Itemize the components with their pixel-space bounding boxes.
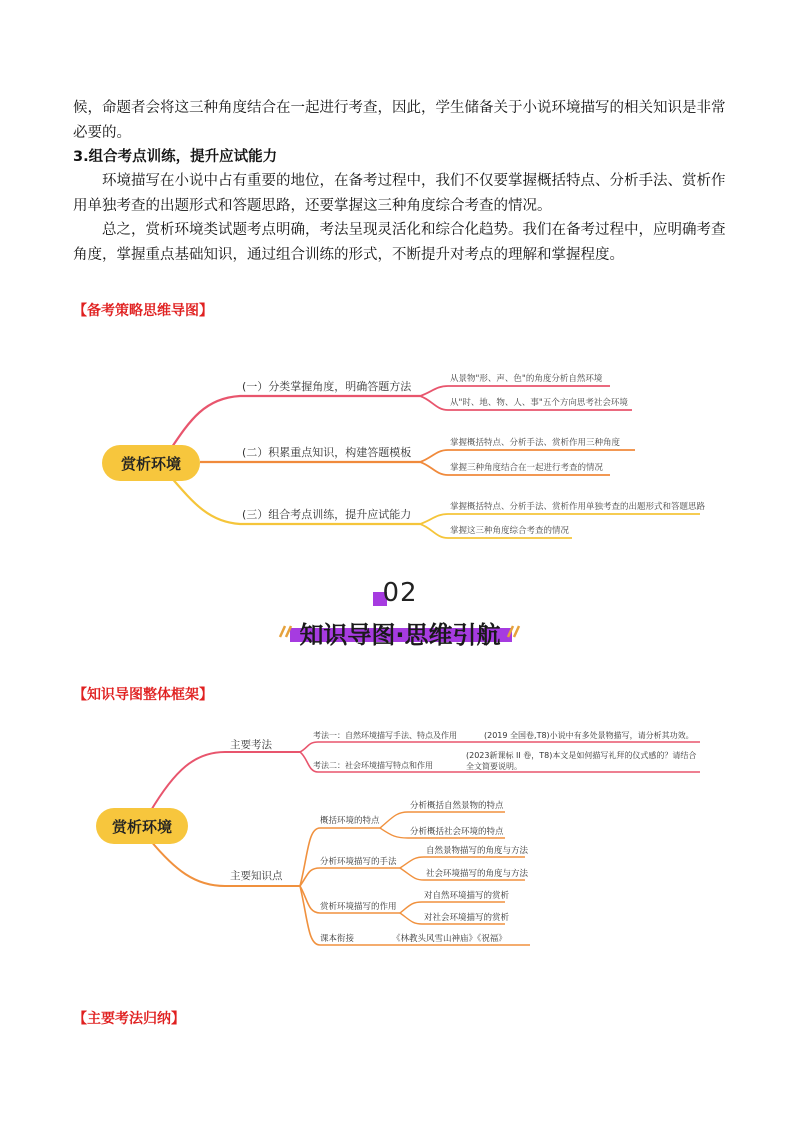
map2-k3-leaf-1-line <box>400 902 505 913</box>
map2-k2-leaf-1: 自然景物描写的角度与方法 <box>426 846 529 856</box>
map2-method-2-example-line2: 全文简要说明。 <box>466 762 522 771</box>
framework-label: 【知识导图整体框架】 <box>73 687 213 703</box>
banner-title: 知识导图·思维引航 <box>299 621 501 649</box>
map2-k1-leaf-2: 分析概括社会环境的特点 <box>410 827 504 837</box>
branch-1-label: (一）分类掌握角度，明确答题方法 <box>242 380 412 393</box>
banner-number: 02 <box>382 578 418 608</box>
map2-k1-label: 概括环境的特点 <box>320 816 380 826</box>
center-node-2-label: 赏析环境 <box>111 818 173 836</box>
leaf-1-2-label: 从"时、地、物、人、事"五个方向思考社会环境 <box>450 398 628 408</box>
leaf-2-2-label: 掌握三种角度结合在一起进行考查的情况 <box>450 463 604 473</box>
branch-3-label: (三）组合考点训练，提升应试能力 <box>242 508 412 521</box>
leaf-line-2-1 <box>420 450 635 462</box>
leaf-3-2-label: 掌握这三种角度综合考查的情况 <box>450 526 570 536</box>
map2-methods-label: 主要考法 <box>230 739 272 751</box>
leaf-1-1-label: 从景物"形、声、色"的角度分析自然环境 <box>450 374 603 384</box>
map2-method-1-label: 考法一：自然环境描写手法、特点及作用 <box>313 731 457 740</box>
intro-paragraph-3: 总之，赏析环境类试题考点明确，考法呈现灵活化和综合化趋势。我们在备考过程中，应明确考查角度，掌握重点基础知识，通过组合训练的形式，不断提升对考点的理解和掌握程度。 <box>73 222 726 263</box>
map2-k3-leaf-2: 对社会环境描写的赏析 <box>424 913 510 923</box>
map2-k2-leaf-1-line <box>400 857 525 868</box>
intro-paragraph-1: 候，命题者会将这三种角度结合在一起进行考查，因此，学生储备关于小说环境描写的相关知识是非常必要的。 <box>73 100 726 141</box>
strategy-map-label: 【备考策略思维导图】 <box>73 303 213 319</box>
map2-points-label: 主要知识点 <box>230 870 283 882</box>
map2-k2-leaf-2: 社会环境描写的角度与方法 <box>426 869 529 879</box>
map2-k2-label: 分析环境描写的手法 <box>320 857 397 867</box>
map2-method-2-label: 考法二：社会环境描写特点和作用 <box>313 761 433 770</box>
map2-k4-label: 课本衔接 <box>320 934 355 944</box>
map2-k3-leaf-1: 对自然环境描写的赏析 <box>424 891 510 901</box>
map2-k3-label: 赏析环境描写的作用 <box>320 902 397 912</box>
section-heading-3: 3.组合考点训练，提升应试能力 <box>73 149 278 165</box>
map2-k1-leaf-1-line <box>380 812 505 828</box>
map2-method-2-example-line1: (2023新课标 II 卷，T8)本文是如何描写礼拜的仪式感的？请结合 <box>466 751 697 760</box>
leaf-2-1-label: 掌握概括特点、分析手法、赏析作用三种角度 <box>450 438 621 448</box>
methods-label: 【主要考法归纳】 <box>73 1011 185 1027</box>
intro-paragraph-2: 环境描写在小说中占有重要的地位，在备考过程中，我们不仅要掌握概括特点、分析手法、赏析作用单独考查的出题形式和答题思路，还要掌握这三种角度综合考查的情况。 <box>73 173 726 214</box>
leaf-3-1-label: 掌握概括特点、分析手法、赏析作用单独考查的出题形式和答题思路 <box>450 502 706 512</box>
leaf-line-1-1 <box>420 386 610 396</box>
branch-line-1 <box>170 396 420 450</box>
map2-method-1-example: (2019 全国卷,T8)小说中有多处景物描写，请分析其功效。 <box>484 731 694 740</box>
map2-k2-line <box>300 868 400 886</box>
map2-k4-leaf-1: 《林教头风雪山神庙》《祝福》 <box>392 934 507 944</box>
center-node-1-label: 赏析环境 <box>120 455 182 473</box>
map2-k1-leaf-1: 分析概括自然景物的特点 <box>410 801 504 811</box>
leaf-line-3-1 <box>420 514 700 524</box>
branch-2-label: (二）积累重点知识，构建答题模板 <box>242 446 412 459</box>
map2-branch-methods <box>150 752 300 812</box>
